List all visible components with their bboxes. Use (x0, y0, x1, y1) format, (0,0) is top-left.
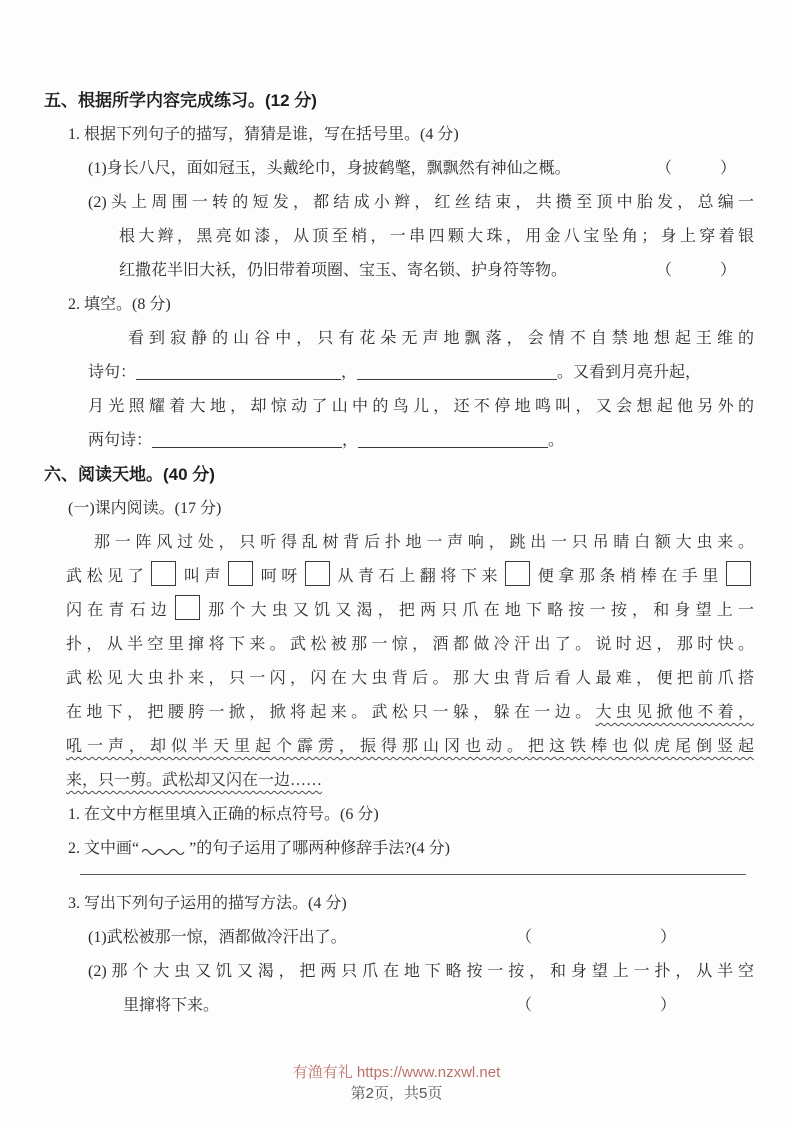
wavy-line-icon (141, 834, 187, 866)
s5-q2-line4-comma: ， (342, 432, 359, 449)
s5-q2-line2 (44, 356, 754, 390)
s6-q2-label (44, 832, 754, 866)
s6-q3-item2-line2 (44, 989, 754, 1023)
s5-q1-item2-answer-paren: （ ） (655, 262, 736, 279)
s5-q2-line2-comma: ， (341, 364, 358, 381)
s6-sub-label: (一)课内阅读。(17 分) (68, 500, 222, 517)
s5-q2-line4 (44, 424, 754, 458)
passage-line-5: 武松见大虫扑来，只一闪，闪在大虫背后。那大虫背后看人最难，便把前爪搭 (66, 670, 754, 687)
s5-q1-item2-line3 (44, 254, 754, 288)
s6-q2-label-prefix: 2. 文中画“ (68, 840, 140, 857)
punctuation-box (151, 561, 176, 586)
passage-line-2 (44, 560, 754, 594)
s5-q1-item2-line1: (2)头上周围一转的短发，都结成小辫，红丝结束，共攒至顶中胎发，总编一 (88, 194, 754, 211)
punctuation-box (726, 561, 751, 586)
punctuation-box (228, 561, 253, 586)
passage-text: 呵呀 (256, 568, 302, 585)
passage-line-6 (44, 696, 754, 730)
passage-line-4: 扑，从半空里撺将下来。武松被那一惊，酒都做冷汗出了。说时迟，那时快。 (66, 636, 754, 653)
passage-line-8 (44, 764, 754, 798)
footer-site-link[interactable]: 有渔有礼 https://www.nzxwl.net (292, 1064, 501, 1081)
s6-q3-item1 (44, 921, 754, 955)
answer-blank (357, 363, 557, 380)
s5-q1-item1-answer-paren: （ ） (655, 160, 736, 177)
s6-q3-item2-answer-paren: （ ） (515, 997, 676, 1014)
s5-q1-item2-text: 红撒花半旧大袄，仍旧带着项圈、宝玉、寄名锁、护身符等物。 (119, 262, 568, 279)
passage-text: 便拿那条梢棒在手里 (533, 568, 723, 585)
passage-text: 武松见了 (66, 568, 149, 585)
s6-q3-item1-text: (1)武松被那一惊，酒都做冷汗出了。 (88, 929, 347, 946)
s5-q1-label: 1. 根据下列句子的描写，猜猜是谁，写在括号里。(4 分) (68, 126, 459, 143)
passage-text-wavy-underlined: 来，只一剪。武松却又闪在一边…… (66, 772, 323, 789)
s5-q1-item2-line2: 根大辫，黑亮如漆，从顶至梢，一串四颗大珠，用金八宝坠角；身上穿着银 (119, 228, 754, 245)
passage-line-3 (44, 594, 754, 628)
answer-blank (136, 363, 341, 380)
passage-line-7 (44, 730, 754, 764)
passage-line-1: 那一阵风过处，只听得乱树背后扑地一声响，跳出一只吊睛白额大虫来。 (94, 534, 754, 551)
s5-q2-line4-prefix: 两句诗： (88, 432, 153, 449)
punctuation-box (305, 561, 330, 586)
s6-q3-item1-answer-paren: （ ） (515, 929, 676, 946)
passage-text-wavy-underlined: 吼一声，却似半天里起个霹雳，振得那山冈也动。把这铁棒也似虎尾倒竖起 (66, 738, 754, 755)
answer-blank (152, 431, 342, 448)
s6-q1-label: 1. 在文中方框里填入正确的标点符号。(6 分) (68, 806, 379, 823)
page-content (44, 84, 754, 1023)
answer-blank (358, 431, 548, 448)
s6-q3-item2-line1: (2)那个大虫又饥又渴，把两只爪在地下略按一按，和身望上一扑，从半空 (88, 963, 754, 980)
punctuation-box (175, 595, 200, 620)
s5-q2-line1: 看到寂静的山谷中，只有花朵无声地飘落，会情不自禁地想起王维的 (128, 330, 754, 347)
passage-text: 叫声 (179, 568, 226, 585)
s6-q3-item2-text: 里撺将下来。 (123, 997, 220, 1014)
s5-q2-label: 2. 填空。(8 分) (68, 296, 171, 313)
passage-text: 那个大虫又饥又渴，把两只爪在地下略按一按，和身望上一 (202, 602, 754, 619)
passage-text-wavy-underlined: 大虫见掀他不着， (595, 704, 754, 721)
punctuation-box (505, 561, 530, 586)
page-number: 第2页，共5页 (350, 1085, 443, 1102)
s6-q2-label-suffix: ”的句子运用了哪两种修辞手法?(4 分) (189, 840, 450, 857)
passage-text: 从青石上翻将下来 (332, 568, 503, 585)
s5-q2-line2-suffix: 。又看到月亮升起， (557, 364, 702, 381)
s5-q2-line4-suffix: 。 (548, 432, 565, 449)
s5-q2-line3: 月光照耀着大地，却惊动了山中的鸟儿，还不停地鸣叫，又会想起他另外的 (88, 398, 754, 415)
passage-text: 闪在青石边 (66, 602, 172, 619)
s5-q1-item1-text: (1)身长八尺，面如冠玉，头戴纶巾，身披鹤氅，飘飘然有神仙之概。 (88, 160, 571, 177)
s5-q2-line2-prefix: 诗句： (88, 364, 137, 381)
answer-line (80, 874, 746, 875)
section6-title: 六、阅读天地。(40 分) (44, 465, 215, 484)
s5-q1-item1 (44, 152, 754, 186)
page-footer (0, 1062, 793, 1104)
s6-q3-label: 3. 写出下列句子运用的描写方法。(4 分) (68, 895, 347, 912)
passage-text: 在地下，把腰胯一掀，掀将起来。武松只一躲，躲在一边。 (66, 704, 596, 721)
section5-title: 五、根据所学内容完成练习。(12 分) (44, 91, 317, 110)
